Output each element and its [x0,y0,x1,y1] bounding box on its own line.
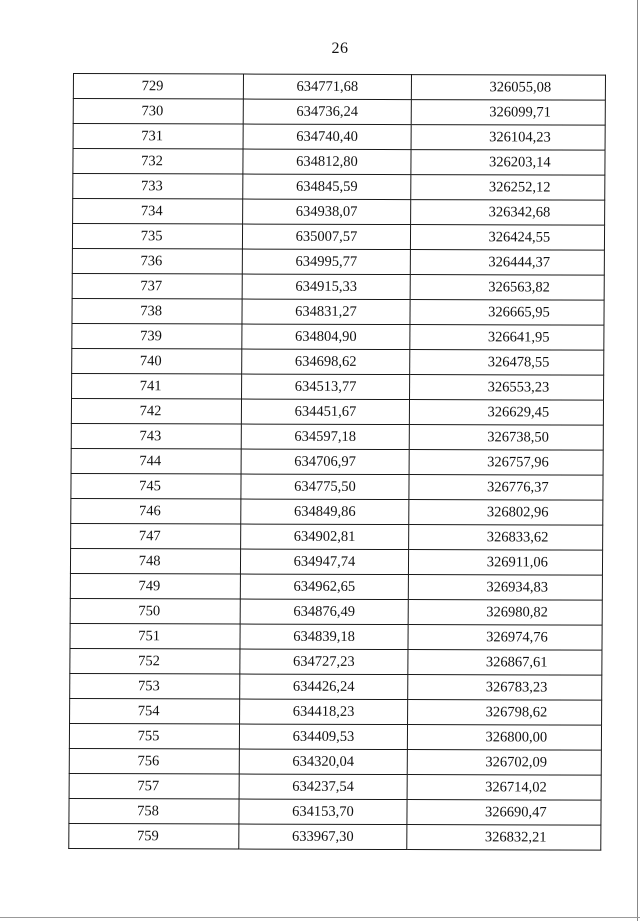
y-coordinate-cell: 326055,08 [411,75,605,101]
x-coordinate-cell: 634698,62 [242,349,410,375]
table-row [69,798,601,825]
table-row [71,423,603,450]
point-number-cell: 737 [72,273,242,299]
table-row [70,698,602,725]
table-row [73,99,605,126]
point-number-cell: 752 [70,648,240,674]
point-number-cell: 751 [70,623,240,649]
table-row [73,124,605,151]
table-row [70,648,602,675]
y-coordinate-cell: 326203,14 [411,150,605,176]
x-coordinate-cell: 634839,18 [240,624,408,650]
y-coordinate-cell: 326783,23 [407,675,601,701]
y-coordinate-cell: 326833,62 [408,525,602,551]
y-coordinate-cell: 326798,62 [407,700,601,726]
point-number-cell: 745 [71,473,241,499]
table-row [73,198,605,225]
point-number-cell: 739 [72,323,242,349]
y-coordinate-cell: 326980,82 [408,600,602,626]
table-row [72,223,604,250]
table-row [70,673,602,700]
table-row [72,373,604,400]
x-coordinate-cell: 634426,24 [240,674,408,700]
table-row [73,149,605,176]
y-coordinate-cell: 326974,76 [408,625,602,651]
point-number-cell: 747 [71,523,241,549]
point-number-cell: 748 [70,548,240,574]
x-coordinate-cell: 634775,50 [241,474,409,500]
y-coordinate-cell: 326690,47 [407,800,601,826]
y-coordinate-cell: 326911,06 [408,550,602,576]
point-number-cell: 750 [70,598,240,624]
x-coordinate-cell: 634513,77 [242,374,410,400]
point-number-cell: 735 [72,223,242,249]
table-row [70,573,602,600]
coordinates-table-body [69,74,606,851]
y-coordinate-cell: 326629,45 [409,400,603,426]
coordinates-table [68,73,606,851]
point-number-cell: 742 [71,398,241,424]
y-coordinate-cell: 326252,12 [410,175,604,201]
x-coordinate-cell: 634938,07 [243,199,411,225]
point-number-cell: 733 [73,173,243,199]
x-coordinate-cell: 634597,18 [241,424,409,450]
table-row [72,248,604,275]
x-coordinate-cell: 634804,90 [242,324,410,350]
point-number-cell: 731 [73,124,243,150]
table-row [73,74,605,101]
table-row [69,748,601,775]
x-coordinate-cell: 634845,59 [243,174,411,200]
y-coordinate-cell: 326478,55 [409,350,603,376]
table-row [72,348,604,375]
x-coordinate-cell: 634831,27 [242,299,410,325]
y-coordinate-cell: 326702,09 [407,750,601,776]
y-coordinate-cell: 326800,00 [407,725,601,751]
x-coordinate-cell: 634740,40 [243,124,411,150]
table-row [71,473,603,500]
table-row [72,323,604,350]
x-coordinate-cell: 634736,24 [243,99,411,125]
x-coordinate-cell: 634706,97 [241,449,409,475]
page-edge-line [637,0,638,921]
y-coordinate-cell: 326342,68 [410,200,604,226]
table-row [70,623,602,650]
point-number-cell: 738 [72,298,242,324]
point-number-cell: 757 [69,773,239,799]
point-number-cell: 756 [69,748,239,774]
y-coordinate-cell: 326738,50 [409,425,603,451]
point-number-cell: 749 [70,573,240,599]
x-coordinate-cell: 634418,23 [240,699,408,725]
point-number-cell: 744 [71,448,241,474]
y-coordinate-cell: 326563,82 [410,275,604,301]
table-row [72,273,604,300]
y-coordinate-cell: 326867,61 [408,650,602,676]
table-row [71,523,603,550]
point-number-cell: 743 [71,423,241,449]
y-coordinate-cell: 326714,02 [407,775,601,801]
table-row [71,398,603,425]
point-number-cell: 730 [73,99,243,125]
table-row [69,773,601,800]
x-coordinate-cell: 634849,86 [241,499,409,525]
x-coordinate-cell: 635007,57 [243,224,411,250]
point-number-cell: 732 [73,149,243,175]
y-coordinate-cell: 326776,37 [409,475,603,501]
point-number-cell: 736 [72,248,242,274]
x-coordinate-cell: 634727,23 [240,649,408,675]
point-number-cell: 729 [73,74,243,100]
x-coordinate-cell: 634409,53 [240,724,408,750]
y-coordinate-cell: 326934,83 [408,575,602,601]
x-coordinate-cell: 634947,74 [241,549,409,575]
y-coordinate-cell: 326099,71 [411,100,605,126]
x-coordinate-cell: 634237,54 [239,774,407,800]
point-number-cell: 734 [73,198,243,224]
table-row [72,298,604,325]
point-number-cell: 759 [69,823,239,849]
page-bottom-edge-line [0,917,640,918]
y-coordinate-cell: 326832,21 [406,825,600,851]
y-coordinate-cell: 326757,96 [409,450,603,476]
x-coordinate-cell: 634451,67 [242,399,410,425]
point-number-cell: 753 [70,673,240,699]
x-coordinate-cell: 634915,33 [242,274,410,300]
y-coordinate-cell: 326665,95 [410,300,604,326]
x-coordinate-cell: 634995,77 [242,249,410,275]
x-coordinate-cell: 634153,70 [239,799,407,825]
x-coordinate-cell: 634962,65 [240,574,408,600]
table-row [71,498,603,525]
y-coordinate-cell: 326104,23 [411,125,605,151]
page-number: 26 [331,40,349,57]
point-number-cell: 754 [70,698,240,724]
x-coordinate-cell: 634812,80 [243,149,411,175]
x-coordinate-cell: 634876,49 [240,599,408,625]
table-row [69,823,601,850]
y-coordinate-cell: 326424,55 [410,225,604,251]
table-row [70,548,602,575]
x-coordinate-cell: 634771,68 [244,74,412,100]
table-row [73,173,605,200]
y-coordinate-cell: 326641,95 [410,325,604,351]
x-coordinate-cell: 634902,81 [241,524,409,550]
point-number-cell: 746 [71,498,241,524]
point-number-cell: 755 [69,723,239,749]
table-row [71,448,603,475]
y-coordinate-cell: 326444,37 [410,250,604,276]
table-row [70,598,602,625]
point-number-cell: 741 [72,373,242,399]
point-number-cell: 740 [72,348,242,374]
x-coordinate-cell: 633967,30 [239,824,407,850]
y-coordinate-cell: 326802,96 [408,500,602,526]
x-coordinate-cell: 634320,04 [239,749,407,775]
point-number-cell: 758 [69,798,239,824]
table-row [69,723,601,750]
y-coordinate-cell: 326553,23 [409,375,603,401]
